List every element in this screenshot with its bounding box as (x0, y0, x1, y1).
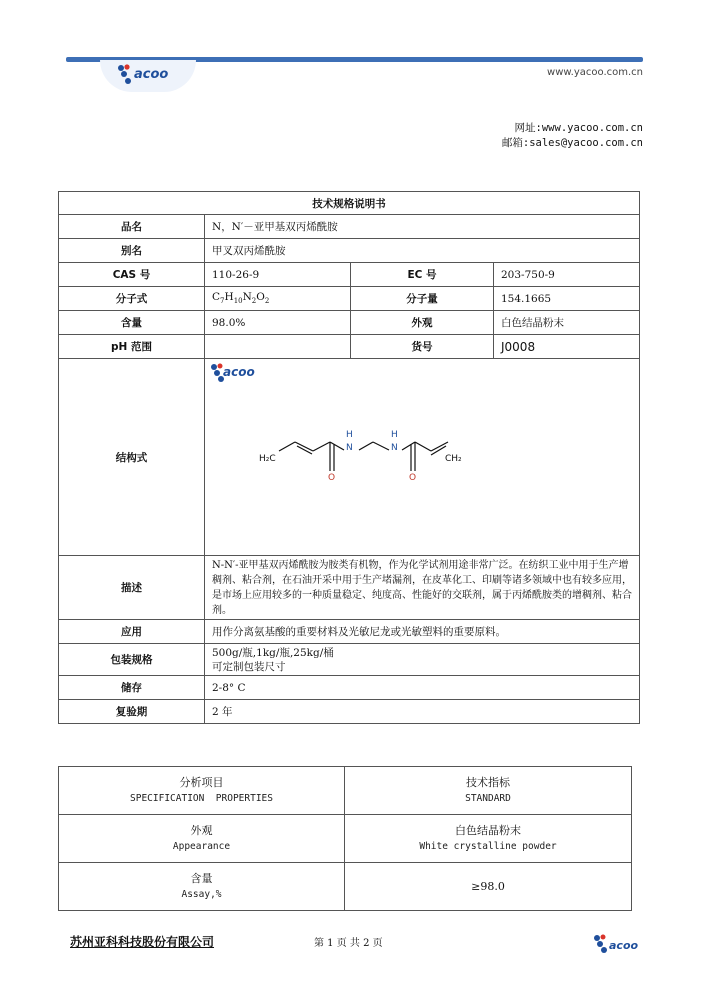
footer-logo (592, 933, 647, 957)
atom-h-left: H (346, 430, 353, 440)
header-site-url[interactable]: www.yacoo.com.cn (547, 67, 643, 78)
content-label: 含量 (59, 311, 205, 335)
item-no-label: 货号 (351, 335, 494, 359)
appearance-label: 外观 (351, 311, 494, 335)
analysis-header-standard (345, 767, 632, 815)
spec-title: 技术规格说明书 (59, 192, 640, 215)
storage-label: 储存 (59, 676, 205, 700)
row-standard-zh: 白色结晶粉末 (455, 824, 521, 837)
contact-block (502, 121, 643, 151)
packaging-line-2: 可定制包装尺寸 (212, 660, 286, 673)
application-label: 应用 (59, 620, 205, 644)
cas-value: 110-26-9 (205, 263, 351, 287)
application-value: 用作分离氨基酸的重要材料及光敏尼龙或光敏塑料的重要原料。 (205, 620, 640, 644)
mw-label: 分子量 (351, 287, 494, 311)
content-value: 98.0% (205, 311, 351, 335)
ph-value (205, 335, 351, 359)
ph-label: pH 范围 (59, 335, 205, 359)
analysis-row-item (59, 815, 345, 863)
header-item-zh: 分析项目 (179, 776, 224, 789)
row-item-en: Appearance (172, 841, 231, 852)
atom-o-right: O (409, 473, 417, 483)
atom-ch2-right: CH₂ (445, 454, 462, 464)
retest-label: 复验期 (59, 700, 205, 724)
cas-label: CAS 号 (59, 263, 205, 287)
alias-label: 别名 (59, 239, 205, 263)
analysis-row-standard (345, 815, 632, 863)
analysis-row-standard (345, 863, 632, 911)
row-item-zh: 外观 (190, 824, 213, 837)
description-value: N-N′-亚甲基双丙烯酰胺为胺类有机物，作为化学试剂用途非常广泛。在纺织工业中用于生产增稠剂、粘合剂，在石油开采中用于生产堵漏剂，在皮革化工、印刷等诸多领域中也有较多应用，是市场上应用较多的一种质量稳定、纯度高、性能好的交联剂，属于丙烯酰胺类的增稠剂、粘合剂。 (205, 556, 640, 620)
row-standard-zh: ≥98.0 (471, 879, 505, 893)
row-item-zh: 含量 (190, 872, 213, 885)
formula-value: $C_7H_{10}N_2O_2$ (205, 287, 351, 311)
header-logo (116, 62, 188, 88)
structure-cell (205, 359, 640, 556)
product-name-value: N，N′－亚甲基双丙烯酰胺 (205, 215, 640, 239)
logo-text: acoo (134, 67, 169, 82)
appearance-value: 白色结晶粉末 (494, 311, 640, 335)
atom-n-right: N (391, 443, 398, 453)
structure-logo-text: acoo (223, 365, 255, 379)
spec-table (58, 191, 640, 724)
footer-company: 苏州亚科科技股份有限公司 (70, 935, 215, 949)
product-name-label: 品名 (59, 215, 205, 239)
formula-label: 分子式 (59, 287, 205, 311)
structure-label: 结构式 (59, 359, 205, 556)
analysis-table (58, 766, 632, 911)
atom-n-left: N (346, 443, 353, 453)
description-label: 描述 (59, 556, 205, 620)
header-standard-en: STANDARD (465, 793, 511, 804)
header-item-en: SPECIFICATION PROPERTIES (130, 793, 273, 804)
atom-h-right: H (391, 430, 398, 440)
storage-value: 2-8° C (205, 676, 640, 700)
atom-h2c-left: H₂C (259, 454, 276, 464)
row-item-en: Assay,% (181, 889, 222, 900)
packaging-value (205, 644, 640, 676)
alias-value: 甲叉双丙烯酰胺 (205, 239, 640, 263)
item-no-value: J0008 (494, 335, 640, 359)
row-standard-en: White crystalline powder (419, 841, 557, 852)
footer-page-number: 第 1 页 共 2 页 (314, 938, 383, 949)
website-line[interactable]: 网址:www.yacoo.com.cn (514, 122, 643, 134)
mw-value: 154.1665 (494, 287, 640, 311)
packaging-label: 包装规格 (59, 644, 205, 676)
header-standard-zh: 技术指标 (466, 776, 510, 789)
retest-value: 2 年 (205, 700, 640, 724)
analysis-row-item (59, 863, 345, 911)
footer-logo-text: acoo (609, 939, 639, 952)
ec-label: EC 号 (351, 263, 494, 287)
ec-value: 203-750-9 (494, 263, 640, 287)
email-line[interactable]: 邮箱:sales@yacoo.com.cn (501, 137, 643, 149)
atom-o-left: O (328, 473, 336, 483)
packaging-line-1: 500g/瓶,1kg/瓶,25kg/桶 (212, 646, 334, 659)
analysis-header-item (59, 767, 345, 815)
